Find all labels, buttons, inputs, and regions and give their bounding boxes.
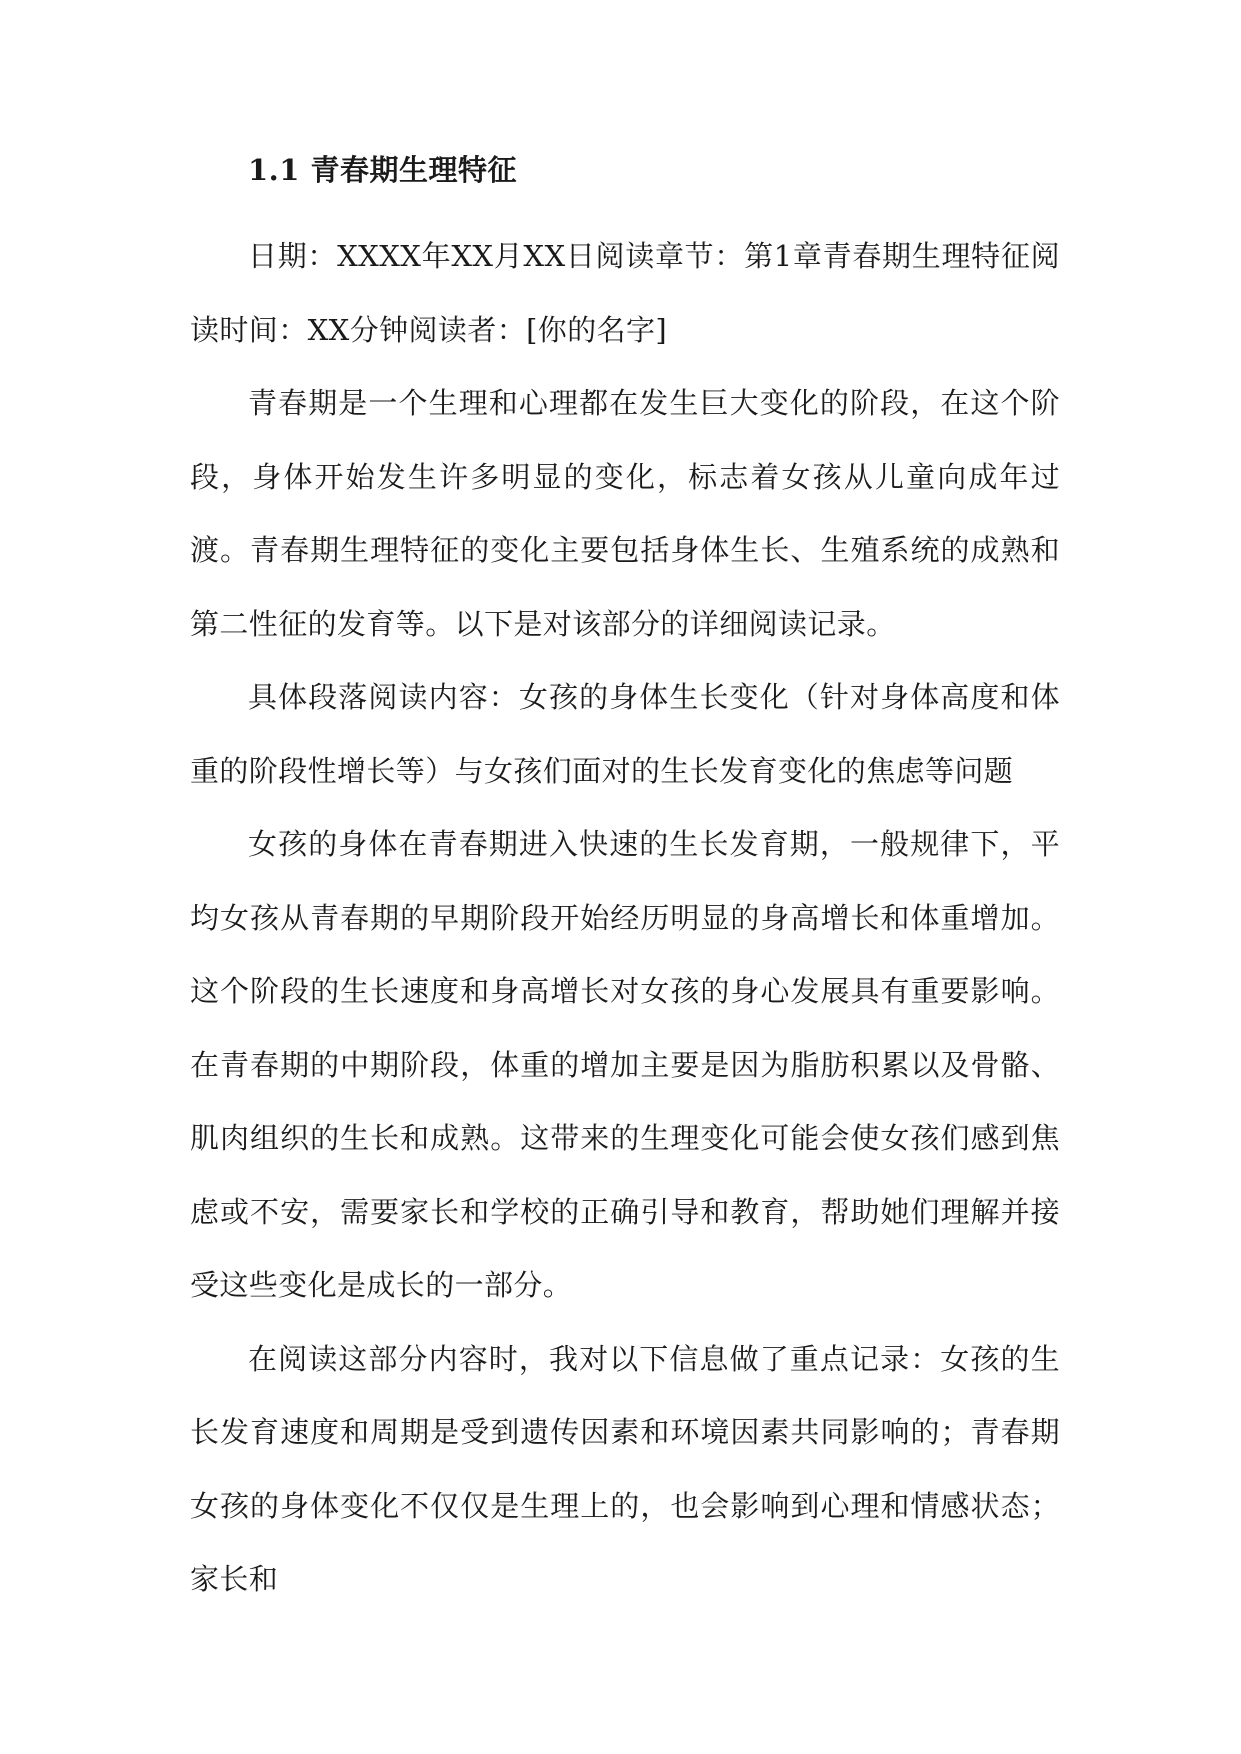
paragraph-key-notes: 在阅读这部分内容时，我对以下信息做了重点记录：女孩的生长发育速度和周期是受到遗传因素和环境因素共同影响的；青春期女孩的身体变化不仅仅是生理上的，也会影响到心理和情感状态；家长和 (190, 1341, 1060, 1596)
section-heading: 1.1 青春期生理特征 (248, 153, 518, 187)
document-body (190, 148, 1060, 1617)
paragraph-specific-content: 具体段落阅读内容：女孩的身体生长变化（针对身体高度和体重的阶段性增长等）与女孩们面对的生长发育变化的焦虑等问题 (190, 680, 1060, 788)
paragraph-reading-info: 日期：XXXX年XX月XX日阅读章节：第1章青春期生理特征阅读时间：XX分钟阅读者：[你的名字] (190, 239, 1060, 347)
paragraph-growth-details: 女孩的身体在青春期进入快速的生长发育期，一般规律下，平均女孩从青春期的早期阶段开始经历明显的身高增长和体重增加。这个阶段的生长速度和身高增长对女孩的身心发展具有重要影响。在青春期的中期阶段，体重的增加主要是因为脂肪积累以及骨骼、肌肉组织的生长和成熟。这带来的生理变化可能会使女孩们感到焦虑或不安，需要家长和学校的正确引导和教育，帮助她们理解并接受这些变化是成长的一部分。 (190, 827, 1060, 1302)
paragraph-introduction: 青春期是一个生理和心理都在发生巨大变化的阶段，在这个阶段，身体开始发生许多明显的变化，标志着女孩从儿童向成年过渡。青春期生理特征的变化主要包括身体生长、生殖系统的成熟和第二性征的发育等。以下是对该部分的详细阅读记录。 (190, 386, 1060, 641)
